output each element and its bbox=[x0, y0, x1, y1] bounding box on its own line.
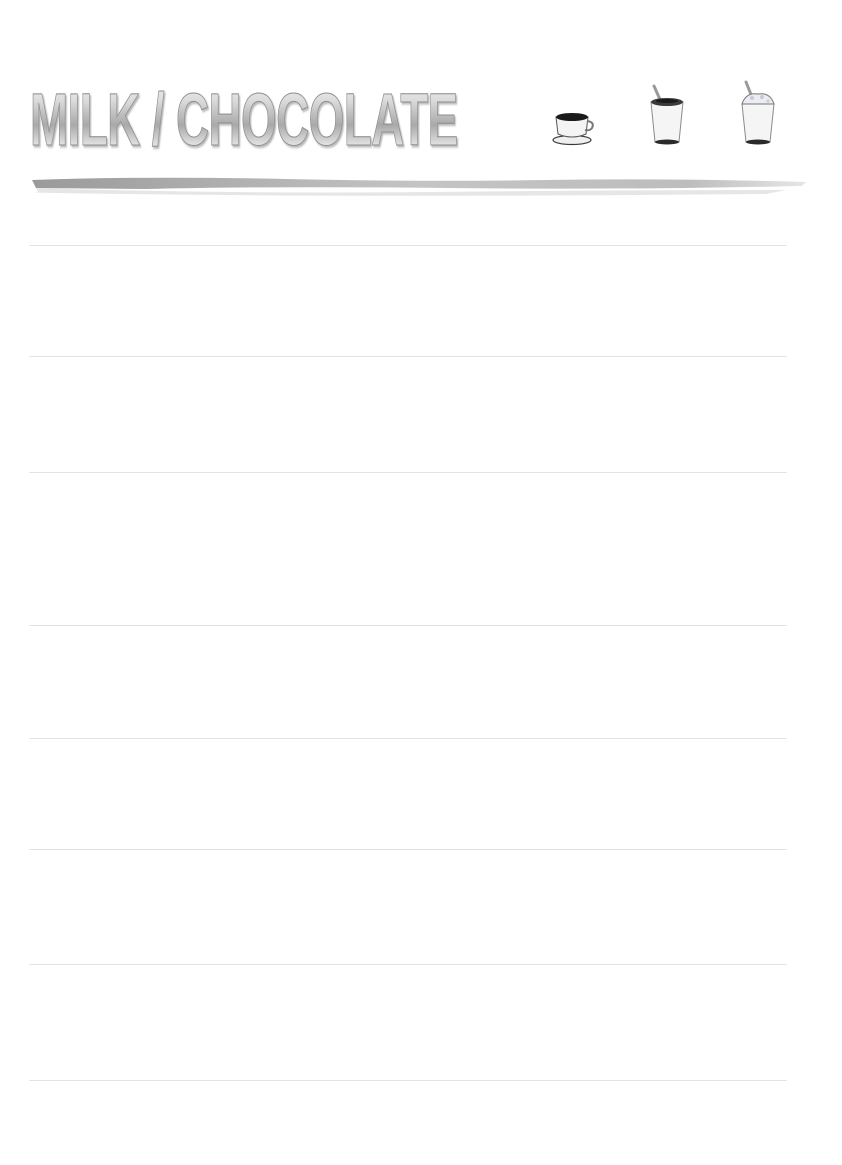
coffee-cup-icon bbox=[552, 110, 596, 146]
row-divider-2 bbox=[29, 356, 787, 357]
milk-cup-straw-icon bbox=[648, 84, 688, 146]
page-title: MILK / CHOCOLATE bbox=[30, 70, 458, 170]
page-header bbox=[26, 66, 816, 206]
whipped-drink-cup-icon bbox=[738, 80, 778, 146]
row-divider-4 bbox=[29, 625, 787, 626]
row-divider-5 bbox=[29, 738, 787, 739]
row-divider-8 bbox=[29, 1080, 787, 1081]
row-divider-6 bbox=[29, 849, 787, 850]
row-divider-7 bbox=[29, 964, 787, 965]
brush-stroke-underline bbox=[26, 174, 816, 196]
row-divider-1 bbox=[29, 245, 787, 246]
row-divider-3 bbox=[29, 472, 787, 473]
